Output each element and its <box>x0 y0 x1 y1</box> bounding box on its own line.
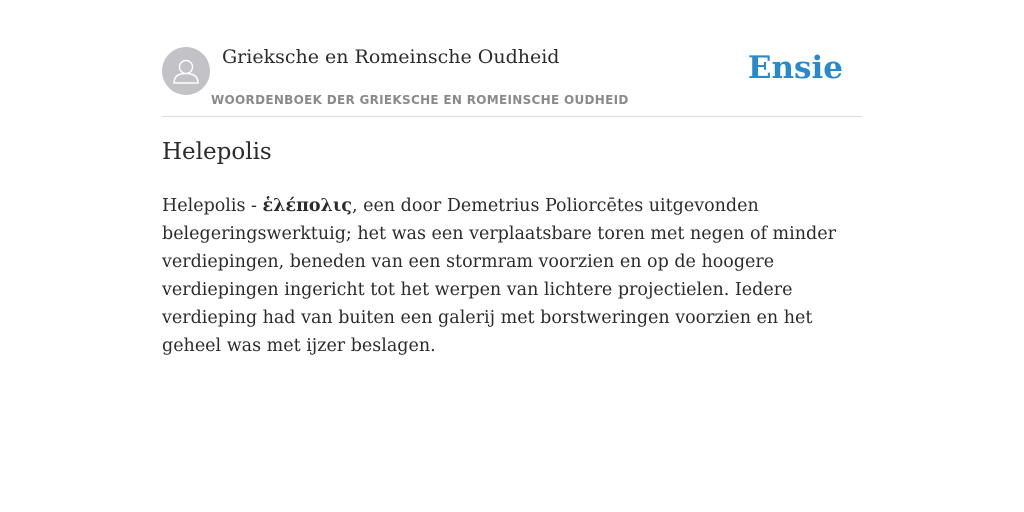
avatar[interactable] <box>162 47 210 95</box>
source-header <box>162 40 862 117</box>
user-icon <box>162 47 210 95</box>
brand-logo[interactable]: Ensie <box>747 50 843 86</box>
entry-definition <box>162 192 862 360</box>
source-subtitle: WOORDENBOEK DER GRIEKSCHE EN ROMEINSCHE OUDHEID <box>211 93 629 107</box>
greek-term: ἑλέπολις <box>262 196 352 216</box>
source-title[interactable]: Grieksche en Romeinsche Oudheid <box>222 46 560 68</box>
definition-text: , een door Demetrius Poliorcētes uitgevonden belegeringswerktuig; het was een verplaatsbare toren met negen of minder verdiepingen, beneden van een stormram voorzien en op de hoogere verdiepingen ingericht tot het werpen van lichtere projectielen. Iedere verdieping had van buiten een galerij met borstweringen voorzien en het geheel was met ijzer beslagen. <box>162 196 836 356</box>
entry-title: Helepolis <box>162 139 272 165</box>
term-separator: - <box>245 196 263 216</box>
entry-term: Helepolis <box>162 196 246 216</box>
